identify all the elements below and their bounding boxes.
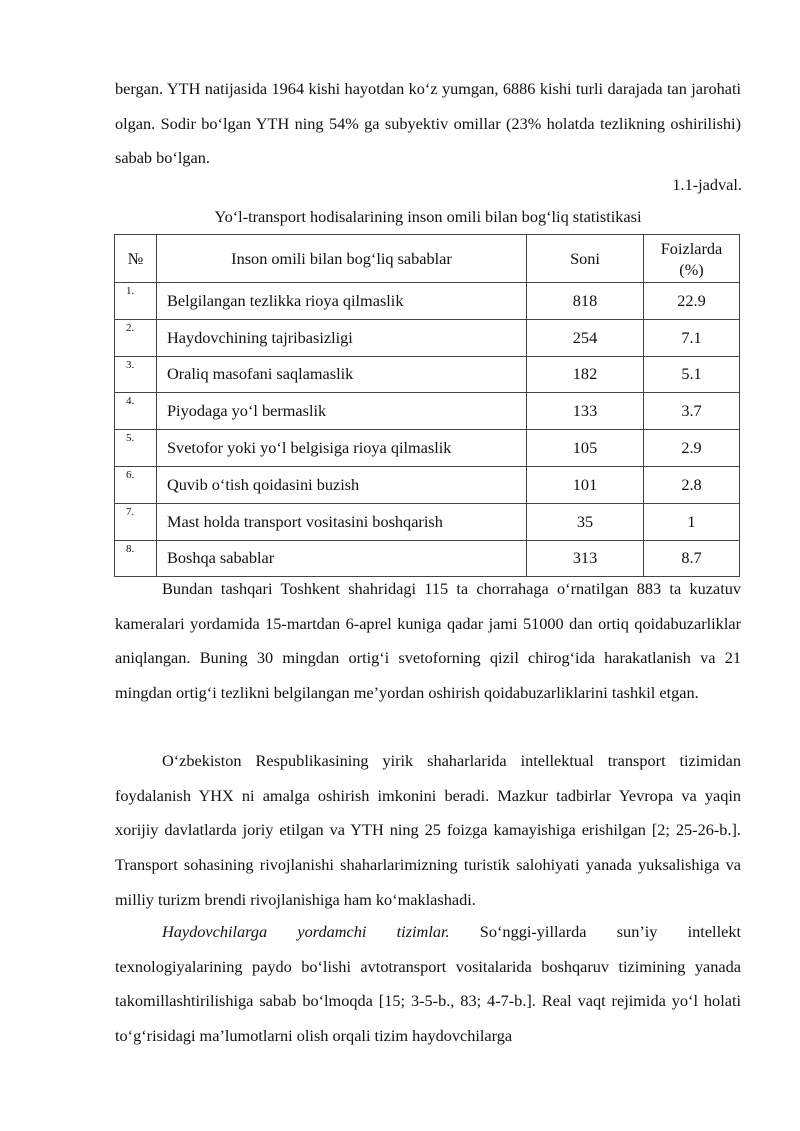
row-percent: 5.1 <box>644 356 740 393</box>
row-percent: 2.8 <box>644 466 740 503</box>
row-count: 818 <box>527 283 644 320</box>
table-label: 1.1-jadval. <box>672 175 742 194</box>
row-reason: Belgilangan tezlikka rioya qilmaslik <box>157 283 527 320</box>
row-reason: Mast holda transport vositasini boshqarish <box>157 503 527 540</box>
header-number: № <box>115 235 157 283</box>
row-count: 105 <box>527 430 644 467</box>
row-percent: 22.9 <box>644 283 740 320</box>
row-count: 254 <box>527 319 644 356</box>
header-reason: Inson omili bilan bog‘liq sabablar <box>157 235 527 283</box>
table-header-row <box>115 235 740 283</box>
row-number: 2. <box>115 319 157 356</box>
row-percent: 3.7 <box>644 393 740 430</box>
statistics-table <box>114 234 740 577</box>
row-number: 3. <box>115 356 157 393</box>
section-lead-title: Haydovchilarga yordamchi tizimlar. <box>162 922 450 941</box>
row-reason: Piyodaga yo‘l bermaslik <box>157 393 527 430</box>
row-count: 101 <box>527 466 644 503</box>
row-reason: Svetofor yoki yo‘l belgisiga rioya qilmaslik <box>157 430 527 467</box>
header-count: Soni <box>527 235 644 283</box>
table-row <box>115 319 740 356</box>
row-count: 35 <box>527 503 644 540</box>
row-reason: Quvib o‘tish qoidasini buzish <box>157 466 527 503</box>
paragraph-2: Bundan tashqari Toshkent shahridagi 115 ta chorrahaga o‘rnatilgan 883 ta kuzatuv kameralari yordamida 15-martdan 6-aprel kuniga qadar jami 51000 dan ortiq qoidabuzarliklar aniqlangan. Buning 30 mingdan ortig‘i svetoforning qizil chirog‘ida harakatlanish va 21 mingdan ortig‘i tezlikni belgilangan me’yordan oshirish qoidabuzarliklarini tashkil etgan. <box>115 579 741 703</box>
row-number: 4. <box>115 393 157 430</box>
table-row <box>115 356 740 393</box>
row-number: 1. <box>115 283 157 320</box>
row-number: 6. <box>115 466 157 503</box>
table-row <box>115 393 740 430</box>
table-title: Yo‘l-transport hodisalarining inson omili bilan bog‘liq statistikasi <box>214 207 642 226</box>
row-percent: 2.9 <box>644 430 740 467</box>
table-row <box>115 503 740 540</box>
row-count: 133 <box>527 393 644 430</box>
row-reason: Haydovchining tajribasizligi <box>157 319 527 356</box>
row-number: 8. <box>115 540 157 577</box>
row-number: 5. <box>115 430 157 467</box>
header-percent-line2: (%) <box>679 259 704 279</box>
paragraph-1: bergan. YTH natijasida 1964 kishi hayotdan ko‘z yumgan, 6886 kishi turli darajada tan jarohati olgan. Sodir bo‘lgan YTH ning 54% ga subyektiv omillar (23% holatda tezlikning oshirilishi) sabab bo‘lgan. <box>115 79 741 168</box>
row-count: 182 <box>527 356 644 393</box>
row-percent: 7.1 <box>644 319 740 356</box>
header-percent <box>644 235 740 283</box>
row-reason: Oraliq masofani saqlamaslik <box>157 356 527 393</box>
table-row <box>115 283 740 320</box>
row-count: 313 <box>527 540 644 577</box>
row-percent: 8.7 <box>644 540 740 577</box>
paragraph-3: O‘zbekiston Respublikasining yirik shaharlarida intellektual transport tizimidan foydalanish YHX ni amalga oshirish imkonini beradi. Mazkur tadbirlar Yevropa va yaqin xorijiy davlatlarda joriy etilgan va YTH ning 25 foizga kamayishiga erishilgan [2; 25-26-b.]. Transport sohasining rivojlanishi shaharlarimizning turistik salohiyati yanada yuksalishiga va milliy turizm brendi rivojlanishiga ham ko‘maklashadi. <box>115 751 741 909</box>
row-percent: 1 <box>644 503 740 540</box>
header-percent-line1: Foizlarda <box>660 238 723 258</box>
row-reason: Boshqa sabablar <box>157 540 527 577</box>
table-row <box>115 430 740 467</box>
table-row <box>115 466 740 503</box>
paragraph-4 <box>115 915 741 1054</box>
row-number: 7. <box>115 503 157 540</box>
paragraph-4-text: So‘nggi-yillarda sun’iy intellekt texnologiyalarining paydo bo‘lishi avtotransport vositalarida boshqaruv tizimining yanada takomillashtirilishiga sabab bo‘lmoqda [15; 3-5-b., 83; 4-7-b.]. Real vaqt rejimida yo‘l holati to‘g‘risidagi ma’lumotlarni olish orqali tizim haydovchilarga <box>115 922 741 1046</box>
